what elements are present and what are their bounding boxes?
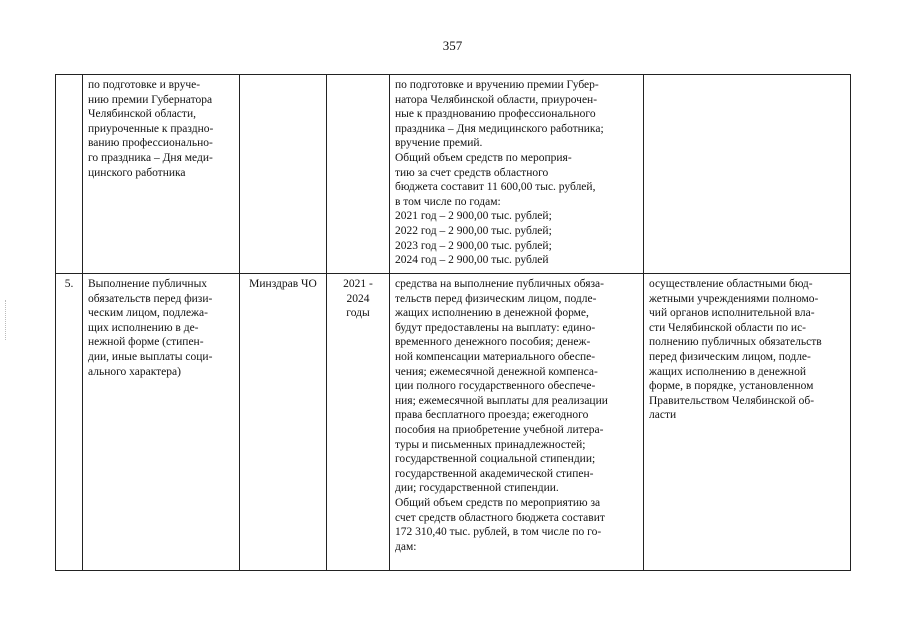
row-number-cell <box>56 274 83 571</box>
table-row <box>56 75 851 274</box>
description-cell <box>390 274 644 571</box>
period-cell <box>327 75 390 274</box>
implementation-cell <box>644 274 851 571</box>
page-number: 357 <box>442 38 463 53</box>
implementation-cell <box>644 75 851 274</box>
measure-name-cell <box>83 75 240 274</box>
measure-name-cell <box>83 274 240 571</box>
description: по подготовке и вручению премии Губер- натора Челябинской области, приурочен- ные к празднованию профессионального праздника – Дня медицинского работника; вручение премий. Общий объем средств по мероприя- тию за счет средств областного бюджета составит 11 600,00 тыс. рублей, в том числе по годам: 2021 год – 2 900,00 тыс. рублей; 2022 год – 2 900,00 тыс. рублей; 2023 год – 2 900,00 тыс. рублей; 2024 год – 2 900,00 тыс. рублей <box>395 79 604 267</box>
period: 2021 - 2024 годы <box>343 278 373 320</box>
measure-name: Выполнение публичных обязательств перед физи- ческим лицом, подлежа- щих исполнению в де- нежной форме (стипен- дии, иные выплаты соци- ального характера) <box>88 278 213 378</box>
table-row <box>56 274 851 571</box>
executor: Минздрав ЧО <box>249 278 317 290</box>
executor-cell <box>240 274 327 571</box>
implementation-method: осуществление областными бюд- жетными учреждениями полномо- чий органов исполнительной вла- сти Челябинской области по ис- полнению публичных обязательств перед физическим лицом, подле- жащих исполнению в денежной форме, в порядке, установленном Правительством Челябинской об- ласти <box>649 278 822 422</box>
description: средства на выполнение публичных обяза- тельств перед физическим лицом, подле- жащих исполнению в денежной форме, будут предоставлены на выплату: едино- временного денежного пособия; денеж- ной компенсации материального обеспе- чения; ежемесячной денежной компенса- ции полного государственного обеспече- ния; ежемесячной выплаты для реализации права бесплатного проезда; ежегодного пособия на приобретение учебной литера- туры и письменных принадлежностей; государственной социальной стипендии; государственной академической стипен- дии; государственной стипендии. Общий объем средств по мероприятию за счет средств областного бюджета составит 172 310,40 тыс. рублей, в том числе по го- дам: <box>395 278 608 553</box>
row-number-cell <box>56 75 83 274</box>
measure-name: по подготовке и вруче- нию премии Губернатора Челябинской области, приуроченные к праздно- ванию профессионально- го праздника – Дня меди- цинского работника <box>88 79 214 179</box>
scan-margin-mark <box>5 300 7 340</box>
period-cell <box>327 274 390 571</box>
row-number: 5. <box>64 278 74 290</box>
program-table <box>55 74 851 571</box>
description-cell <box>390 75 644 274</box>
executor-cell <box>240 75 327 274</box>
